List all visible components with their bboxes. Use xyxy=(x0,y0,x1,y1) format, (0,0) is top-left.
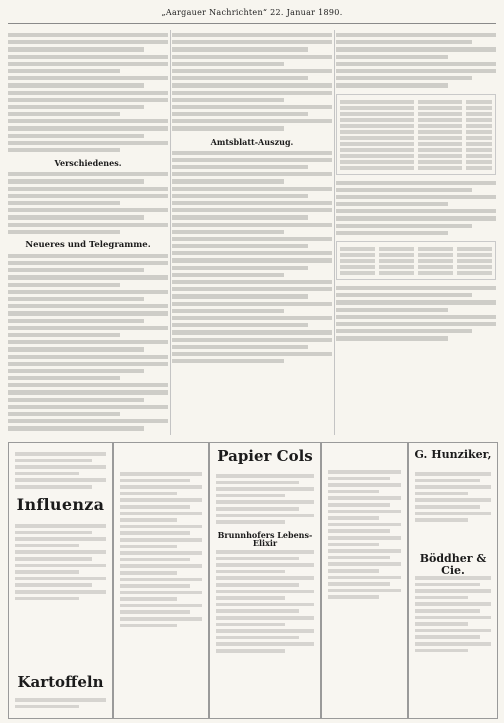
weather-table xyxy=(336,241,496,280)
ad-subtitle: Brunnhofers Lebens-Elixir xyxy=(217,530,313,549)
ad-title: Influenza xyxy=(16,495,105,514)
article-block xyxy=(8,254,168,431)
masthead xyxy=(0,0,504,24)
article-block xyxy=(172,33,332,131)
masthead-title: „Aargauer Nachrichten“ 22. Januar 1890. xyxy=(161,7,343,17)
advertisement xyxy=(209,442,321,719)
article-block xyxy=(8,33,168,152)
advertisement xyxy=(113,442,209,719)
market-table xyxy=(336,94,496,175)
ad-title: Böddher & Cie. xyxy=(419,552,487,577)
column-divider xyxy=(334,30,335,435)
column-divider xyxy=(170,30,171,435)
weather-block xyxy=(336,181,496,236)
column-3 xyxy=(336,30,496,440)
ad-title: Papier Cols xyxy=(217,447,313,465)
advertisement xyxy=(408,442,498,719)
column-1 xyxy=(8,30,168,440)
market-report-block xyxy=(336,33,496,88)
advertisement xyxy=(8,442,113,719)
article-block xyxy=(8,172,168,234)
advertisement-section xyxy=(8,442,496,717)
column-2 xyxy=(172,30,332,440)
section-heading: Neueres und Telegramme. xyxy=(25,239,151,250)
ad-title: G. Hunziker, xyxy=(414,448,492,461)
ad-title: Kartoffeln xyxy=(17,673,104,691)
section-heading: Verschiedenes. xyxy=(54,158,122,169)
notice-block xyxy=(172,151,332,364)
section-heading: Amtsblatt-Auszug. xyxy=(210,136,294,147)
advertisement xyxy=(321,442,408,719)
article-block xyxy=(336,286,496,341)
masthead-rule xyxy=(8,23,496,24)
